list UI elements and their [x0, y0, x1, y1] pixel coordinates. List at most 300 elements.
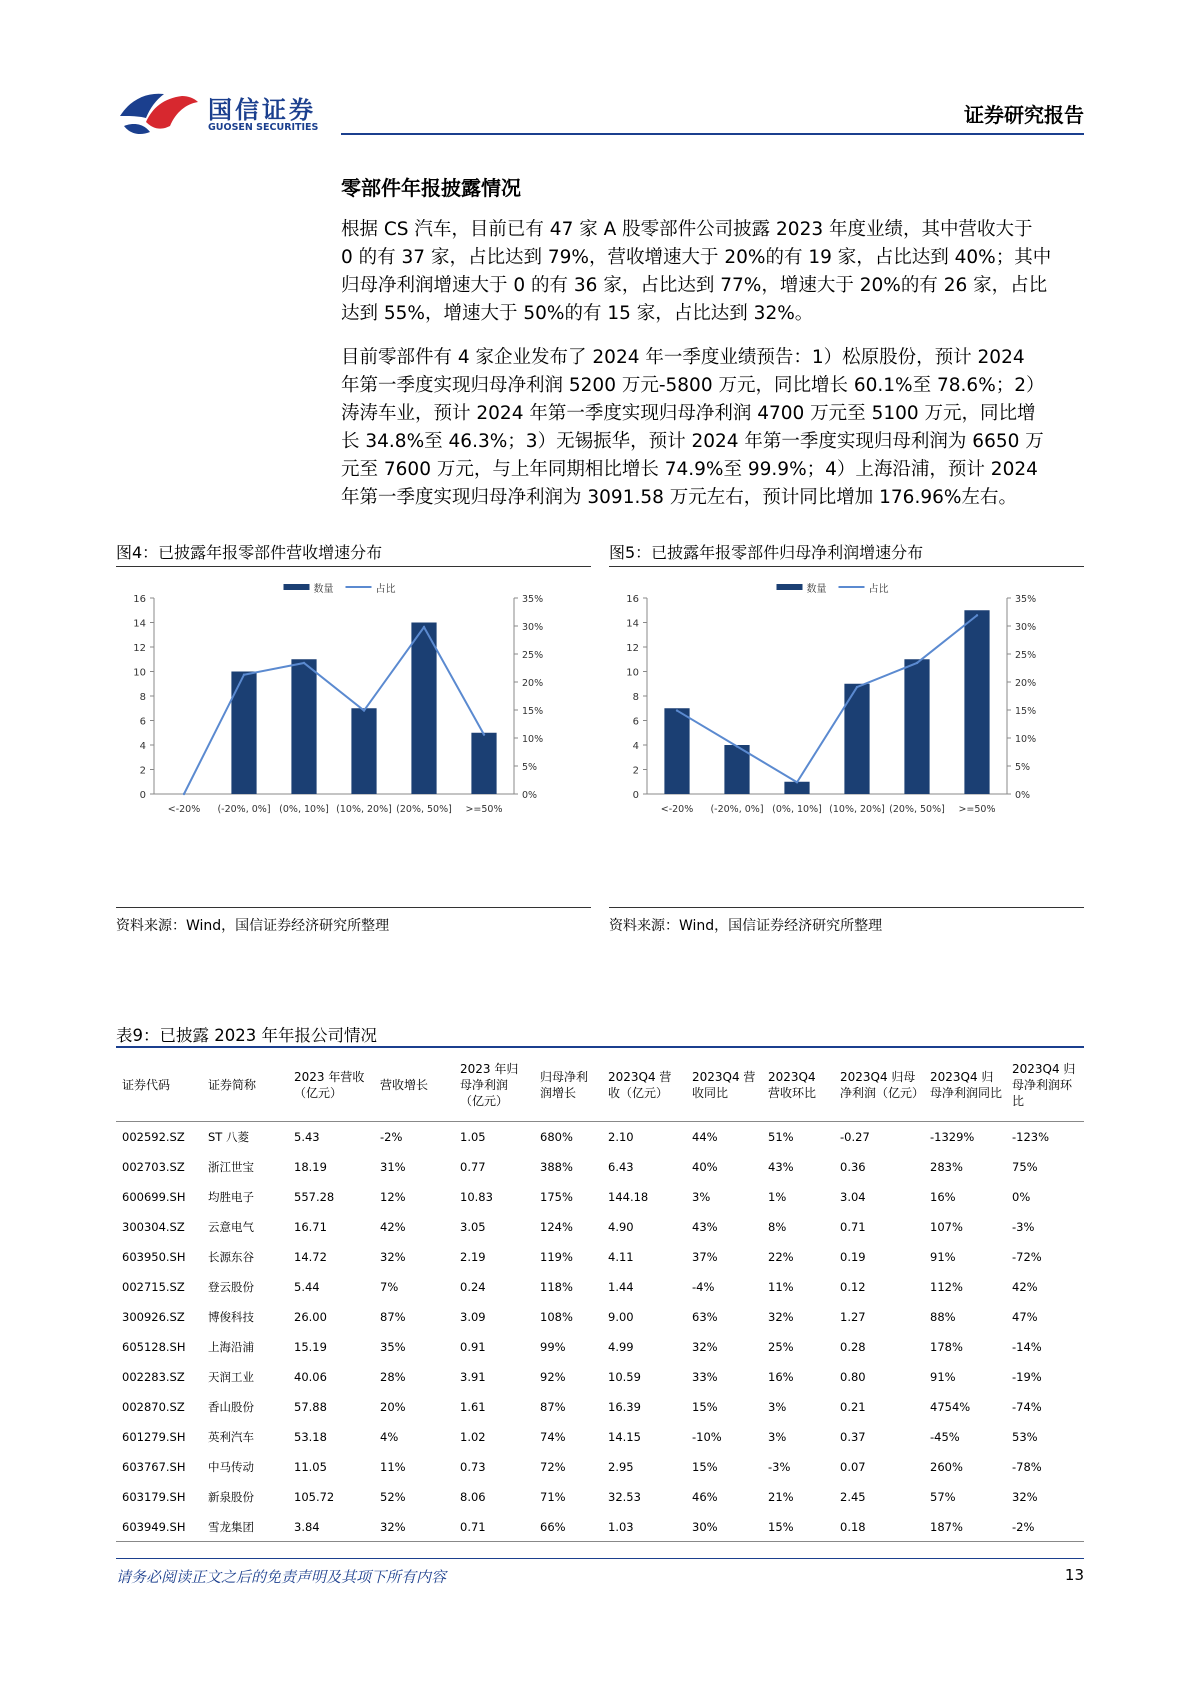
table-cell: 5.44: [294, 1280, 320, 1294]
table-column-header: 2023Q4 归母净利润同比: [924, 1049, 1006, 1122]
table-cell: -3%: [1012, 1220, 1035, 1234]
x-axis-category-label: (20%, 50%]: [889, 804, 945, 815]
table-cell: 144.18: [608, 1190, 649, 1204]
table-cell: 30%: [692, 1520, 718, 1534]
table-cell: 16%: [930, 1190, 956, 1204]
table-cell: 37%: [692, 1250, 718, 1264]
table-cell: 14.15: [608, 1430, 641, 1444]
left-axis-tick-label: 6: [632, 716, 639, 728]
table-cell: 1.27: [840, 1310, 866, 1324]
x-axis-category-label: >=50%: [465, 804, 503, 815]
x-axis-category-label: <-20%: [167, 804, 201, 815]
table-cell: 72%: [540, 1460, 566, 1474]
right-axis-tick-label: 25%: [1015, 650, 1037, 661]
table-cell: 15%: [692, 1400, 718, 1414]
table-cell: 91%: [930, 1370, 956, 1384]
table-cell: 87%: [540, 1400, 566, 1414]
table-cell: 32%: [380, 1520, 406, 1534]
table-column-header: 2023Q4 营收环比: [762, 1049, 834, 1122]
table-cell: 新泉股份: [208, 1490, 254, 1504]
paragraph-line: 年第一季度实现归母净利润 5200 万元-5800 万元，同比增长 60.1%至 78.6%；2）: [341, 375, 1045, 396]
annual-report-table: [116, 1049, 1084, 1542]
table-cell: 75%: [1012, 1160, 1038, 1174]
table-cell: 中马传动: [208, 1460, 254, 1474]
x-axis-category-label: >=50%: [958, 804, 996, 815]
table-cell: 15%: [768, 1520, 794, 1534]
right-axis-tick-label: 10%: [522, 734, 544, 745]
paragraph-line: 元至 7600 万元，与上年同期相比增长 74.9%至 99.9%；4）上海沿浦，预计 2024: [341, 459, 1038, 480]
bar-count: [351, 708, 376, 794]
table-column-header: 证券简称: [202, 1049, 288, 1122]
left-axis-tick-label: 2: [139, 765, 146, 777]
table-cell: 119%: [540, 1250, 573, 1264]
table-cell: 44%: [692, 1130, 718, 1144]
table-cell: 11.05: [294, 1460, 327, 1474]
left-axis-tick-label: 8: [632, 692, 639, 703]
table-row: [116, 1182, 1084, 1212]
left-axis-tick-label: 16: [626, 594, 639, 605]
table-cell: 112%: [930, 1280, 963, 1294]
right-axis-tick-label: 35%: [1015, 594, 1037, 605]
table-cell: 260%: [930, 1460, 963, 1474]
table-row: [116, 1122, 1084, 1153]
left-axis-tick-label: 0: [139, 790, 146, 801]
table-cell: 40%: [692, 1160, 718, 1174]
table-cell: 175%: [540, 1190, 573, 1204]
x-axis-category-label: (20%, 50%]: [396, 804, 452, 815]
table-cell: 英利汽车: [208, 1430, 254, 1444]
table-row: [116, 1242, 1084, 1272]
table-cell: 20%: [380, 1400, 406, 1414]
table-cell: 43%: [692, 1220, 718, 1234]
table-cell: 57.88: [294, 1400, 327, 1414]
table-cell: 3.09: [460, 1310, 486, 1324]
table-cell: 18.19: [294, 1160, 327, 1174]
paragraph-line: 根据 CS 汽车，目前已有 47 家 A 股零部件公司披露 2023 年度业绩，其中营收大于: [341, 219, 1033, 240]
table-cell: 603950.SH: [122, 1250, 186, 1264]
table-cell: 0.21: [840, 1400, 866, 1414]
table-column-header: 2023Q4 归母净利润（亿元）: [834, 1049, 924, 1122]
table-cell: -14%: [1012, 1340, 1042, 1354]
right-axis-tick-label: 5%: [1015, 762, 1031, 773]
table-cell: 1.02: [460, 1430, 486, 1444]
right-axis-tick-label: 0%: [1015, 790, 1031, 801]
table-cell: 3.84: [294, 1520, 320, 1534]
table-cell: 6.43: [608, 1160, 634, 1174]
table-cell: 46%: [692, 1490, 718, 1504]
table-cell: 91%: [930, 1250, 956, 1264]
table-column-header: 2023 年归母净利润（亿元）: [454, 1049, 534, 1122]
paragraph-annual-report-summary: [341, 216, 1084, 328]
table-row: [116, 1422, 1084, 1452]
table-cell: 32.53: [608, 1490, 641, 1504]
table-cell: 0.24: [460, 1280, 486, 1294]
table-cell: -19%: [1012, 1370, 1042, 1384]
share-point: [796, 781, 798, 783]
table-cell: 002703.SZ: [122, 1160, 185, 1174]
share-line: [184, 627, 484, 794]
table-body: [116, 1122, 1084, 1543]
table-cell: 长源东谷: [208, 1250, 254, 1264]
table-cell: 10.83: [460, 1190, 493, 1204]
left-axis-tick-label: 8: [139, 692, 146, 703]
figure-4-bottom-rule: [116, 907, 591, 908]
table-cell: 0.71: [460, 1520, 486, 1534]
table-cell: 603767.SH: [122, 1460, 186, 1474]
table-cell: 15.19: [294, 1340, 327, 1354]
table-cell: 0.07: [840, 1460, 866, 1474]
table-top-rule: [116, 1046, 1084, 1048]
table-cell: 3.05: [460, 1220, 486, 1234]
table-cell: 002870.SZ: [122, 1400, 185, 1414]
table-cell: 1.05: [460, 1130, 486, 1144]
table-cell: -0.27: [840, 1130, 870, 1144]
share-point: [736, 745, 738, 747]
table-cell: 3.04: [840, 1190, 866, 1204]
paragraph-line: 涛涛车业，预计 2024 年第一季度实现归母净利润 4700 万元至 5100 万元，同比增: [341, 403, 1036, 424]
share-point: [423, 626, 425, 628]
share-point: [363, 709, 365, 711]
table-cell: 283%: [930, 1160, 963, 1174]
legend-label-share: 占比: [868, 584, 889, 595]
table-cell: 25%: [768, 1340, 794, 1354]
table-cell: 0%: [1012, 1190, 1031, 1204]
table-cell: 登云股份: [208, 1280, 254, 1294]
table-cell: 557.28: [294, 1190, 335, 1204]
table-cell: 603179.SH: [122, 1490, 186, 1504]
header-divider: [341, 133, 1084, 135]
paragraph-line: 目前零部件有 4 家企业发布了 2024 年一季度业绩预告：1）松原股份，预计 2024: [341, 347, 1025, 368]
right-axis-tick-label: 15%: [1015, 706, 1037, 717]
table-cell: 53.18: [294, 1430, 327, 1444]
figure-4-source: 资料来源：Wind，国信证券经济研究所整理: [116, 918, 390, 934]
table-cell: 1.03: [608, 1520, 634, 1534]
footer-divider: [116, 1558, 1084, 1559]
legend-bar-swatch: [284, 584, 310, 590]
table-column-header: 2023Q4 营收同比: [686, 1049, 762, 1122]
table-cell: 87%: [380, 1310, 406, 1324]
table-cell: 32%: [768, 1310, 794, 1324]
table-cell: 107%: [930, 1220, 963, 1234]
table-cell: 74%: [540, 1430, 566, 1444]
share-point: [676, 709, 678, 711]
table-cell: 14.72: [294, 1250, 327, 1264]
bar-count: [291, 659, 316, 794]
table-cell: -72%: [1012, 1250, 1042, 1264]
bar-count: [471, 733, 496, 794]
paragraph-q1-forecast: [341, 344, 1084, 512]
section-heading: 零部件年报披露情况: [341, 176, 521, 200]
x-axis-category-label: (10%, 20%]: [336, 804, 392, 815]
table-cell: 35%: [380, 1340, 406, 1354]
table-cell: 300926.SZ: [122, 1310, 185, 1324]
table-cell: 4754%: [930, 1400, 971, 1414]
paragraph-line: 达到 55%，增速大于 50%的有 15 家，占比达到 32%。: [341, 303, 814, 324]
share-line: [677, 615, 977, 782]
guosen-logo: [116, 86, 319, 138]
table-cell: 53%: [1012, 1430, 1038, 1444]
table-cell: 32%: [1012, 1490, 1038, 1504]
table-bottom-rule: [116, 1541, 1084, 1542]
table-cell: 2.45: [840, 1490, 866, 1504]
table-cell: -123%: [1012, 1130, 1050, 1144]
legend-label-count: 数量: [806, 584, 827, 595]
page-number: 13: [1064, 1566, 1084, 1584]
table-cell: 57%: [930, 1490, 956, 1504]
right-axis-tick-label: 0%: [522, 790, 538, 801]
table-column-header: 2023 年营收（亿元）: [288, 1049, 374, 1122]
bar-count: [411, 623, 436, 795]
table-column-header: 证券代码: [116, 1049, 202, 1122]
table-cell: 15%: [692, 1460, 718, 1474]
table-cell: 浙江世宝: [208, 1160, 254, 1174]
bar-count: [964, 610, 989, 794]
share-point: [483, 733, 485, 735]
table-cell: 2.95: [608, 1460, 634, 1474]
share-point: [183, 793, 185, 795]
table-cell: -1329%: [930, 1130, 975, 1144]
table-cell: 0.18: [840, 1520, 866, 1534]
left-axis-tick-label: 4: [139, 741, 146, 752]
table-cell: 47%: [1012, 1310, 1038, 1324]
table-cell: 香山股份: [208, 1400, 254, 1414]
right-axis-tick-label: 35%: [522, 594, 544, 605]
table-cell: -10%: [692, 1430, 722, 1444]
bar-count: [664, 708, 689, 794]
left-axis-tick-label: 12: [133, 643, 146, 654]
table-cell: 88%: [930, 1310, 956, 1324]
left-axis-tick-label: 10: [133, 667, 146, 679]
table-cell: 26.00: [294, 1310, 327, 1324]
paragraph-line: 0 的有 37 家，占比达到 79%，营收增速大于 20%的有 19 家，占比达到 40%；其中: [341, 247, 1052, 268]
table-cell: 均胜电子: [208, 1190, 254, 1204]
table-cell: 605128.SH: [122, 1340, 186, 1354]
left-axis-tick-label: 16: [133, 594, 146, 605]
disclaimer-note: 请务必阅读正文之后的免责声明及其项下所有内容: [116, 1568, 447, 1586]
table-cell: 0.71: [840, 1220, 866, 1234]
table-cell: 3.91: [460, 1370, 486, 1384]
left-axis-tick-label: 10: [626, 667, 639, 679]
table-cell: 21%: [768, 1490, 794, 1504]
table-cell: 33%: [692, 1370, 718, 1384]
x-axis-category-label: (10%, 20%]: [829, 804, 885, 815]
table-row: [116, 1272, 1084, 1302]
table-cell: 1.61: [460, 1400, 486, 1414]
table-cell: 603949.SH: [122, 1520, 186, 1534]
table-cell: -78%: [1012, 1460, 1042, 1474]
table-cell: 3%: [768, 1430, 787, 1444]
table-cell: 28%: [380, 1370, 406, 1384]
left-axis-tick-label: 12: [626, 643, 639, 654]
share-point: [976, 614, 978, 616]
table-cell: 178%: [930, 1340, 963, 1354]
table-header-row: [116, 1049, 1084, 1122]
right-axis-tick-label: 15%: [522, 706, 544, 717]
share-point: [243, 674, 245, 676]
table-cell: 9.00: [608, 1310, 634, 1324]
table-cell: 8%: [768, 1220, 787, 1234]
bar-count: [231, 672, 256, 795]
table-cell: 3%: [692, 1190, 711, 1204]
share-point: [916, 662, 918, 664]
legend-bar-swatch: [777, 584, 803, 590]
table-cell: 3%: [768, 1400, 787, 1414]
table-cell: 43%: [768, 1160, 794, 1174]
table-cell: 0.37: [840, 1430, 866, 1444]
table-cell: 0.80: [840, 1370, 866, 1384]
left-axis-tick-label: 0: [632, 790, 639, 801]
table-cell: -3%: [768, 1460, 791, 1474]
right-axis-tick-label: 10%: [1015, 734, 1037, 745]
right-axis-tick-label: 20%: [522, 678, 544, 689]
table-cell: ST 八菱: [208, 1130, 249, 1144]
table-cell: 0.28: [840, 1340, 866, 1354]
table-cell: -74%: [1012, 1400, 1042, 1414]
table-cell: 0.36: [840, 1160, 866, 1174]
table-cell: 601279.SH: [122, 1430, 186, 1444]
left-axis-tick-label: 14: [133, 618, 146, 630]
table-cell: 108%: [540, 1310, 573, 1324]
table-column-header: 营收增长: [374, 1049, 454, 1122]
table-cell: 40.06: [294, 1370, 327, 1384]
figure-5-bottom-rule: [609, 907, 1084, 908]
bar-count: [904, 659, 929, 794]
table-cell: 雪龙集团: [208, 1520, 254, 1534]
table-row: [116, 1152, 1084, 1182]
bar-count: [784, 782, 809, 794]
table-cell: 32%: [380, 1250, 406, 1264]
table-cell: 天润工业: [208, 1370, 254, 1384]
table-row: [116, 1362, 1084, 1392]
table-row: [116, 1392, 1084, 1422]
table-cell: 0.77: [460, 1160, 486, 1174]
table-cell: 388%: [540, 1160, 573, 1174]
report-type-label: 证券研究报告: [964, 103, 1084, 127]
left-axis-tick-label: 4: [632, 741, 639, 752]
table-cell: 12%: [380, 1190, 406, 1204]
table-cell: 42%: [1012, 1280, 1038, 1294]
table-column-header: 归母净利润增长: [534, 1049, 602, 1122]
table-cell: 4%: [380, 1430, 399, 1444]
table-cell: 71%: [540, 1490, 566, 1504]
table-cell: 云意电气: [208, 1220, 254, 1234]
table-cell: 002283.SZ: [122, 1370, 185, 1384]
table-row: [116, 1452, 1084, 1482]
table-row: [116, 1212, 1084, 1242]
table-cell: 4.99: [608, 1340, 634, 1354]
right-axis-tick-label: 5%: [522, 762, 538, 773]
table-row: [116, 1332, 1084, 1362]
table-cell: 0.19: [840, 1250, 866, 1264]
table-cell: 16.39: [608, 1400, 641, 1414]
logo-english-name: GUOSEN SECURITIES: [208, 122, 319, 133]
table-cell: 7%: [380, 1280, 399, 1294]
table-cell: 680%: [540, 1130, 573, 1144]
table-cell: 51%: [768, 1130, 794, 1144]
table-cell: 63%: [692, 1310, 718, 1324]
x-axis-category-label: (0%, 10%]: [772, 804, 822, 815]
figure-4-title: 图4：已披露年报零部件营收增速分布: [116, 543, 383, 562]
table-cell: 124%: [540, 1220, 573, 1234]
table-cell: 博俊科技: [208, 1310, 254, 1324]
right-axis-tick-label: 30%: [522, 622, 544, 633]
paragraph-line: 年第一季度实现归母净利润为 3091.58 万元左右，预计同比增加 176.96%左右。: [341, 487, 1017, 508]
table-cell: -2%: [1012, 1520, 1035, 1534]
x-axis-category-label: (-20%, 0%]: [710, 804, 764, 815]
left-axis-tick-label: 2: [632, 765, 639, 777]
table-cell: 66%: [540, 1520, 566, 1534]
share-point: [856, 686, 858, 688]
paragraph-line: 归母净利润增速大于 0 的有 36 家，占比达到 77%，增速大于 20%的有 26 家，占比: [341, 275, 1048, 296]
table-cell: 187%: [930, 1520, 963, 1534]
x-axis-category-label: <-20%: [660, 804, 694, 815]
table-cell: 10.59: [608, 1370, 641, 1384]
paragraph-line: 长 34.8%至 46.3%；3）无锡振华，预计 2024 年第一季度实现归母利润为 6650 万: [341, 431, 1044, 452]
left-axis-tick-label: 14: [626, 618, 639, 630]
figure-5-chart: [609, 582, 1084, 902]
table-cell: -4%: [692, 1280, 715, 1294]
table-row: [116, 1482, 1084, 1512]
legend-label-count: 数量: [313, 584, 334, 595]
figure-5-title: 图5：已披露年报零部件归母净利润增速分布: [609, 543, 924, 562]
table-cell: 600699.SH: [122, 1190, 186, 1204]
share-point: [303, 662, 305, 664]
table-column-header: 2023Q4 营收（亿元）: [602, 1049, 686, 1122]
table-row: [116, 1302, 1084, 1332]
table-cell: 32%: [692, 1340, 718, 1354]
table-cell: 2.10: [608, 1130, 634, 1144]
table-cell: 11%: [768, 1280, 794, 1294]
table-cell: 16.71: [294, 1220, 327, 1234]
table-row: [116, 1512, 1084, 1542]
right-axis-tick-label: 25%: [522, 650, 544, 661]
figure-4-chart: [116, 582, 591, 902]
x-axis-category-label: (0%, 10%]: [279, 804, 329, 815]
right-axis-tick-label: 30%: [1015, 622, 1037, 633]
table-cell: 0.91: [460, 1340, 486, 1354]
table-cell: 上海沿浦: [208, 1340, 254, 1354]
table-cell: 11%: [380, 1460, 406, 1474]
left-axis-tick-label: 6: [139, 716, 146, 728]
figure-4-title-rule: [116, 566, 591, 567]
table-cell: 002715.SZ: [122, 1280, 185, 1294]
table-9-title: 表9：已披露 2023 年年报公司情况: [116, 1026, 377, 1045]
table-cell: 300304.SZ: [122, 1220, 185, 1234]
guosen-logo-mark: [116, 86, 202, 138]
legend-label-share: 占比: [375, 584, 396, 595]
table-cell: 31%: [380, 1160, 406, 1174]
table-column-header: 2023Q4 归母净利润环比: [1006, 1049, 1084, 1122]
table-cell: -45%: [930, 1430, 960, 1444]
table-cell: 0.12: [840, 1280, 866, 1294]
table-cell: 118%: [540, 1280, 573, 1294]
table-cell: 42%: [380, 1220, 406, 1234]
table-cell: 5.43: [294, 1130, 320, 1144]
table-cell: 2.19: [460, 1250, 486, 1264]
table-cell: 99%: [540, 1340, 566, 1354]
table-cell: 22%: [768, 1250, 794, 1264]
table-cell: -2%: [380, 1130, 403, 1144]
table-cell: 002592.SZ: [122, 1130, 185, 1144]
table-cell: 1%: [768, 1190, 787, 1204]
table-cell: 4.90: [608, 1220, 634, 1234]
figure-5-title-rule: [609, 566, 1084, 567]
table-cell: 8.06: [460, 1490, 486, 1504]
table-cell: 16%: [768, 1370, 794, 1384]
figure-5-source: 资料来源：Wind，国信证券经济研究所整理: [609, 918, 883, 934]
table-cell: 4.11: [608, 1250, 634, 1264]
right-axis-tick-label: 20%: [1015, 678, 1037, 689]
